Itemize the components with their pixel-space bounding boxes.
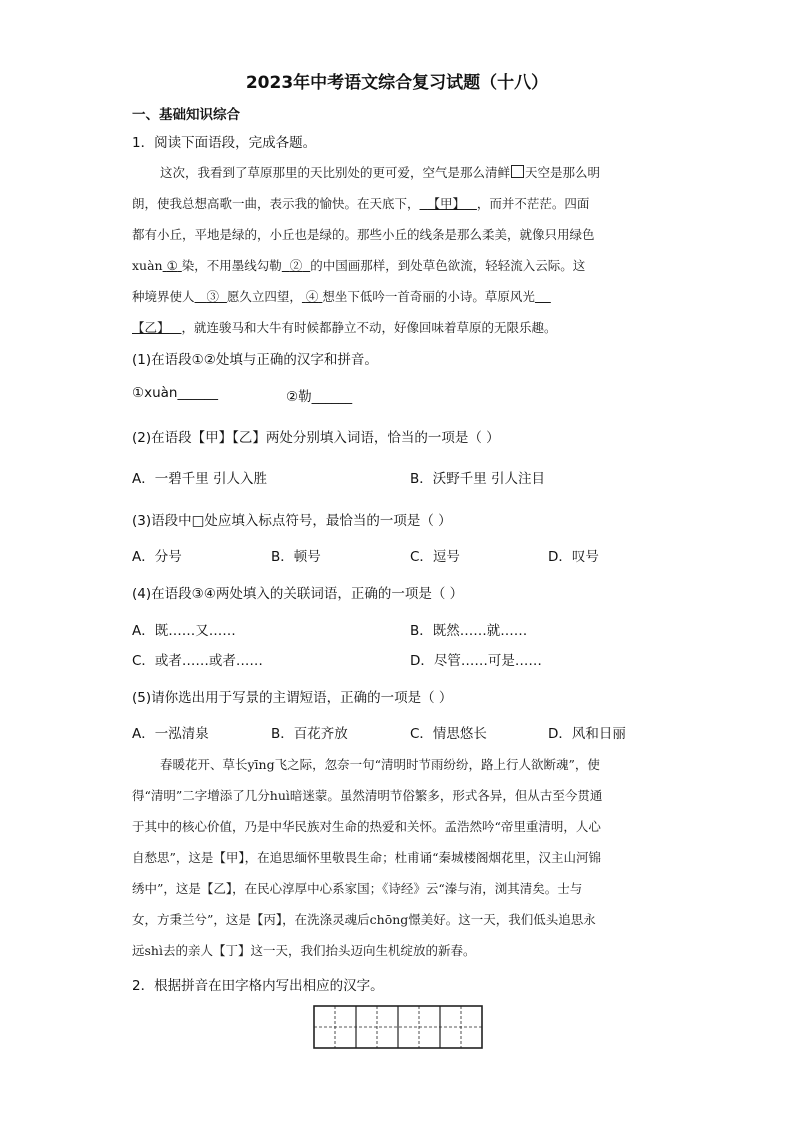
passage2-line-6: 女，方秉兰兮”，这是【丙】，在洗涤灵魂后chōng憬美好。这一天，我们低头追思永 <box>132 912 596 927</box>
option-3d: D．叹号 <box>548 549 599 565</box>
passage-text: ，就连骏马和大牛有时候都静立不动，好像回味着草原的无限乐趣。 <box>181 320 557 335</box>
page-title: 2023年中考语文综合复习试题（十八） <box>245 73 549 93</box>
answer-blank-1: ①xuàn______ <box>132 385 218 401</box>
option-4c: C．或者……或者…… <box>132 653 263 669</box>
question-1-stem: 1．阅读下面语段，完成各题。 <box>132 135 317 151</box>
passage-text: 都有小丘，平地是绿的，小丘也是绿的。那些小丘的线条是那么柔美，就像只用绿色 <box>132 227 595 242</box>
blank-yi: 【乙】 <box>132 320 170 335</box>
pinyin-xuan: xuàn <box>132 258 163 273</box>
sub-question-2: (2)在语段【甲】【乙】两处分别填入词语，恰当的一项是（ ） <box>132 430 500 446</box>
sub-question-1: (1)在语段①②处填与正确的汉字和拼音。 <box>132 352 378 368</box>
passage1-line-6 <box>132 318 556 336</box>
blank-4: ④ <box>305 289 319 304</box>
passage-text: 染，不用墨线勾勒 <box>181 258 282 273</box>
answer-blank-2: ②勒______ <box>286 389 353 405</box>
passage-text: ，而并不茫茫。四面 <box>476 196 590 211</box>
passage2-line-4: 自愁思”，这是【甲】，在追思缅怀里敬畏生命；杜甫诵“秦城楼阁烟花里，汉主山河锦 <box>132 850 602 865</box>
option-2b: B．沃野千里 引人注目 <box>410 471 546 487</box>
sub-question-4: (4)在语段③④两处填入的关联词语，正确的一项是（ ） <box>132 586 464 602</box>
option-4d: D．尽管……可是…… <box>410 653 542 669</box>
passage-text: 这次，我看到了草原那里的天比别处的更可爱，空气是那么清鲜 <box>160 165 511 180</box>
option-3a: A．分号 <box>132 549 182 565</box>
passage2-line-3: 于其中的核心价值，乃是中华民族对生命的热爱和关怀。孟浩然吟“帝里重清明，人心 <box>132 819 601 834</box>
passage-text: 愿久立四望， <box>226 289 302 304</box>
section-heading: 一、基础知识综合 <box>132 107 240 123</box>
option-4b: B．既然……就…… <box>410 623 528 639</box>
sub-question-5: (5)请你选出用于写景的主谓短语，正确的一项是（ ） <box>132 690 453 706</box>
option-5b: B．百花齐放 <box>271 726 348 742</box>
passage-text: 的中国画那样，到处草色欲流，轻轻流入云际。这 <box>310 258 586 273</box>
passage-text: 天空是那么明 <box>525 165 601 180</box>
passage2-line-7: 远shì去的亲人【丁】这一天，我们抬头迈向生机绽放的新春。 <box>132 943 476 958</box>
option-3c: C．逗号 <box>410 549 460 565</box>
option-5c: C．情思悠长 <box>410 726 487 742</box>
sub-question-3: (3)语段中□处应填入标点符号，最恰当的一项是（ ） <box>132 513 452 529</box>
passage-text: 朗，使我总想高歌一曲，表示我的愉快。在天底下， <box>132 196 420 211</box>
option-5a: A．一泓清泉 <box>132 726 209 742</box>
passage-text: 种境界使人 <box>132 289 195 304</box>
blank-1: ① <box>166 258 178 273</box>
option-3b: B．顿号 <box>271 549 321 565</box>
blank-jia: 【甲】 <box>427 196 465 211</box>
tianzige-grid[interactable] <box>313 1005 483 1049</box>
passage1-line-4 <box>132 256 585 274</box>
option-4a: A．既……又…… <box>132 623 236 639</box>
passage2-line-5: 绣中”，这是【乙】，在民心淳厚中心系家国；《诗经》云“溱与洧，浏其清矣。士与 <box>132 881 583 896</box>
blank-3: ③ <box>206 289 219 304</box>
passage2-line-1: 春暖花开、草长yīng飞之际，忽奈一句“清明时节雨纷纷，路上行人欲断魂”，使 <box>160 757 600 772</box>
passage1-line-1 <box>160 163 600 181</box>
option-2a: A．一碧千里 引人入胜 <box>132 471 268 487</box>
question-2-stem: 2．根据拼音在田字格内写出相应的汉字。 <box>132 978 384 994</box>
passage-text: 想坐下低吟一首奇丽的小诗。草原风光 <box>322 289 535 304</box>
passage1-line-2 <box>132 194 589 212</box>
blank-2: ② <box>289 258 303 273</box>
punctuation-blank-box <box>511 165 524 178</box>
option-5d: D．风和日丽 <box>548 726 626 742</box>
passage1-line-3 <box>132 225 595 243</box>
passage1-line-5 <box>132 287 551 305</box>
passage2-line-2: 得“清明”二字增添了几分huì暗迷蒙。虽然清明节俗繁多，形式各异，但从古至今贯通 <box>132 788 603 803</box>
